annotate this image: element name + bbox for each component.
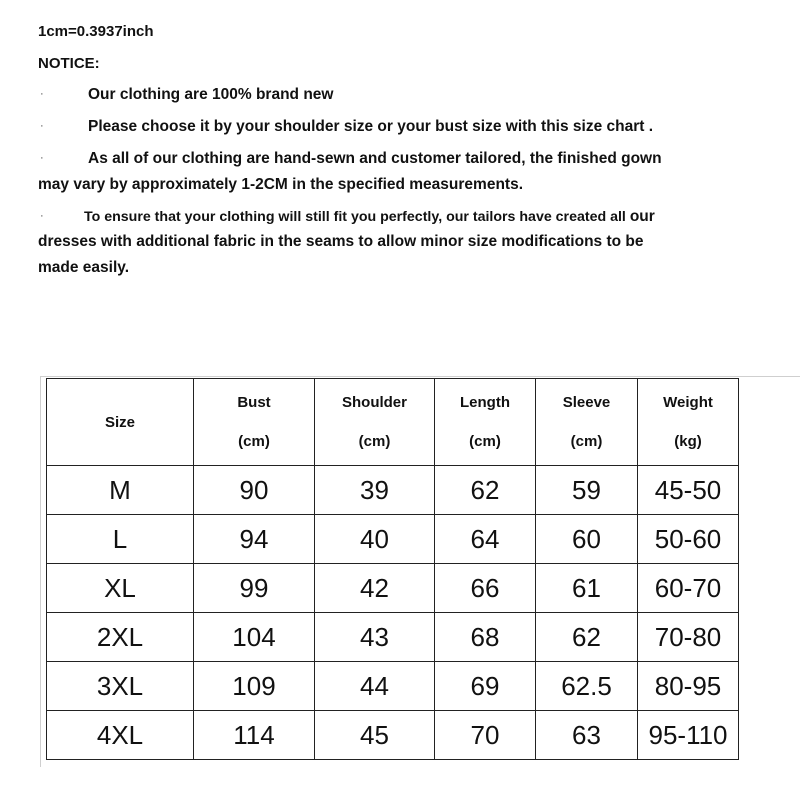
cell-weight: 95-110: [638, 711, 739, 760]
header-bust-label: Bust: [237, 394, 271, 411]
cell-weight: 70-80: [638, 613, 739, 662]
cell-weight: 45-50: [638, 466, 739, 515]
cell-weight: 60-70: [638, 564, 739, 613]
header-shoulder-unit: (cm): [358, 433, 391, 450]
size-chart-table: [46, 378, 739, 760]
notice-item-seams-line1: [84, 208, 655, 226]
cell-length: 62: [435, 466, 536, 515]
header-weight: [638, 379, 739, 466]
cell-bust: 99: [194, 564, 315, 613]
header-sleeve: [536, 379, 638, 466]
header-sleeve-label: Sleeve: [562, 394, 611, 411]
table-row: [47, 564, 739, 613]
cell-size: M: [47, 466, 194, 515]
header-shoulder-label: Shoulder: [341, 394, 407, 411]
cell-sleeve: 60: [536, 515, 638, 564]
cell-bust: 104: [194, 613, 315, 662]
cell-bust: 90: [194, 466, 315, 515]
table-row: [47, 515, 739, 564]
cell-shoulder: 44: [315, 662, 435, 711]
header-length-label: Length: [460, 394, 510, 411]
header-size-label: Size: [104, 413, 135, 431]
cell-sleeve: 62: [536, 613, 638, 662]
cell-sleeve: 61: [536, 564, 638, 613]
cell-shoulder: 42: [315, 564, 435, 613]
header-length: [435, 379, 536, 466]
header-weight-label: Weight: [663, 394, 713, 411]
table-header-row: [47, 379, 739, 466]
cell-size: XL: [47, 564, 194, 613]
cell-length: 70: [435, 711, 536, 760]
header-bust-unit: (cm): [238, 433, 270, 450]
cell-length: 64: [435, 515, 536, 564]
cell-size: 3XL: [47, 662, 194, 711]
notice-item-seams-line2: dresses with additional fabric in the seams to allow minor size modifications to be: [38, 233, 644, 250]
cell-sleeve: 63: [536, 711, 638, 760]
table-row: [47, 613, 739, 662]
cell-sleeve: 59: [536, 466, 638, 515]
cell-bust: 114: [194, 711, 315, 760]
cell-weight: 80-95: [638, 662, 739, 711]
bullet-mark: ·: [40, 210, 44, 222]
unit-conversion-text: 1cm=0.3937inch: [38, 23, 154, 40]
cell-size: 2XL: [47, 613, 194, 662]
cell-bust: 109: [194, 662, 315, 711]
notice-item-choose-size: Please choose it by your shoulder size or your bust size with this size chart .: [88, 118, 654, 135]
notice-item-seams-line1-text: To ensure that your clothing will still fit you perfectly, our tailors have created all: [84, 209, 626, 225]
cell-shoulder: 40: [315, 515, 435, 564]
header-bust: [194, 379, 315, 466]
cell-length: 66: [435, 564, 536, 613]
notice-item-seams-line3: made easily.: [38, 259, 130, 276]
table-row: [47, 662, 739, 711]
cell-length: 69: [435, 662, 536, 711]
notice-title: NOTICE:: [38, 55, 100, 72]
notice-item-hand-sewn-line2: may vary by approximately 1-2CM in the specified measurements.: [38, 176, 523, 193]
cell-size: L: [47, 515, 194, 564]
cell-shoulder: 39: [315, 466, 435, 515]
bullet-mark: ·: [40, 88, 44, 100]
cell-shoulder: 45: [315, 711, 435, 760]
bullet-mark: ·: [40, 120, 44, 132]
table-row: [47, 711, 739, 760]
header-shoulder: [315, 379, 435, 466]
cell-weight: 50-60: [638, 515, 739, 564]
notice-item-seams-line1-end: our: [629, 208, 655, 225]
header-length-unit: (cm): [469, 433, 501, 450]
header-size: [47, 379, 194, 466]
cell-size: 4XL: [47, 711, 194, 760]
header-weight-unit: (kg): [674, 433, 702, 450]
bullet-mark: ·: [40, 152, 44, 164]
table-row: [47, 466, 739, 515]
cell-shoulder: 43: [315, 613, 435, 662]
cell-length: 68: [435, 613, 536, 662]
notice-item-brand-new: Our clothing are 100% brand new: [88, 86, 334, 103]
cell-sleeve: 62.5: [536, 662, 638, 711]
notice-item-hand-sewn-line1: As all of our clothing are hand-sewn and customer tailored, the finished gown: [88, 150, 662, 167]
header-sleeve-unit: (cm): [570, 433, 603, 450]
cell-bust: 94: [194, 515, 315, 564]
